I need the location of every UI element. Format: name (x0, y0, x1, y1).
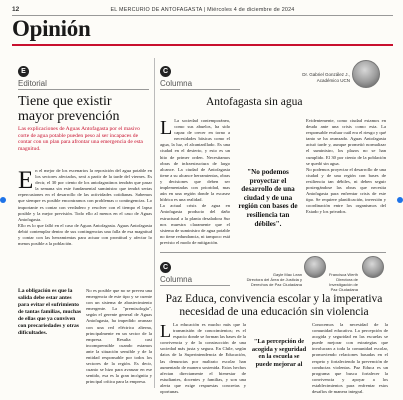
column-top-body-1 (160, 118, 230, 248)
section-rule (12, 44, 393, 46)
column-bottom-dropcap: L (160, 321, 171, 341)
column-bottom-author-2 (322, 272, 358, 292)
editorial-badge: E (18, 66, 29, 77)
editorial-body-3: No es posible que no se prevea una emergencia de este tipo y se cuente con un sistema de abastecimiento emergente. La "premisología", según el gerente general de Aguas Antofagasta, ha impedido avanzar con una red eléctrica alterna, principalmente en un sector de la empresa. Resulta casi incomprensible cuando estamos ante la situación sensible y de la entidad responsable por todos los sectores de la región. Es decir, cuanto se hizo para avanzar en ese sentido, esa es la gran incógnita y principal crítica para la empresa. (86, 288, 152, 385)
column-bottom-kicker-rule (160, 285, 230, 286)
column-top-dropcap: L (160, 117, 173, 139)
column-bottom-author-1 (232, 272, 302, 287)
column-top-pull-quote: "No podemos proyectar el desarrollo de una ciudad y de una región con bases de resiliencia tan débiles". (238, 168, 298, 228)
column-bottom-author2-role: Directora de Investigación de Paz Ciudadana (329, 277, 358, 292)
column-section-divider (160, 252, 386, 253)
editorial-pull-quote: La obligación es que la salida debe estar antes para evitar el sufrimiento de tantas familias, muchas de ellas que ya conviven con precariedades y otras dificultades. (18, 288, 82, 336)
masthead-text: EL MERCURIO DE ANTOFAGASTA | Miércoles 4 de diciembre de 2024 (110, 7, 295, 13)
column-top-author (270, 72, 350, 83)
column-top-body-3-text: Evidentemente, como ciudad estamos en deuda ante una crisis como esta. La responsable evaluar cuál era el riesgo y qué tanto se ha avanzado. Aguas Antofagasta actuó tarde y, aunque prometió normalizar el suministro, los plazos no se han cumplido. El 30 por ciento de la población se quedó sin agua. (306, 118, 386, 166)
column-bottom-body-1-text: La educación es mucho más que la transmisión de conocimientos; es el espacio donde se forman las bases de la convivencia y de la construcción de una sociedad más justa y segura. En Chile, según datos de la Superintendencia de Educación, las denuncias por maltrato escolar han aumentado de manera sostenida. Estos hechos afectan directamente el bienestar de estudiantes, docentes y familias, y son una alerta que exige respuestas concretas y oportunas. (160, 322, 246, 395)
column-top-kicker-rule (160, 89, 240, 90)
editorial-headline: Tiene que existir mayor prevención (18, 94, 120, 124)
column-bottom-body-1 (160, 322, 246, 400)
left-resize-handle[interactable] (0, 197, 6, 203)
column-top-author-role: Académico UCN (316, 77, 350, 83)
column-top-body-2-text: La actual crisis de agua en Antofagasta producto del daño estructural a la planta desaladora Sur nos muestra claramente que el sistema de suministro de agua potable no tiene redundancia, ni tampoco está previsto el modo de mitigación. (160, 203, 230, 245)
page-number: 12 (12, 6, 20, 13)
column-bottom-author2-name: Francisca Werth (328, 272, 358, 277)
column-bottom-author1-role: Directora del Área de Justicia y Derechos de Paz Ciudadana (246, 277, 302, 287)
editorial-dropcap: E (18, 167, 34, 194)
section-title: Opinión (12, 16, 91, 41)
column-top-author-name: Dr. Gabriel González J., (302, 72, 350, 77)
column-bottom-body-2: Conocemos la necesidad de la comunidad educativa. La percepción de acogida y seguridad en las escuelas se puede mejorar con estrategias que involucran a toda la comunidad escolar, promoviendo relaciones basadas en el respeto y fortaleciendo la prevención de conductas violentas. Paz Educa es un programa que busca fortalecer la convivencia y apoyar a los establecimientos para enfrentar estos desafíos de manera integral. (312, 322, 388, 395)
editorial-body-2-text: Ello es lo que falló en el caso de Aguas Antofagasta. Aguas Antofagasta debió contemplar dentro de sus contingencias una falla de esa magnitud y contar con las herramientas para actuar con prontitud y afectar lo menos posible a la población. (18, 222, 152, 247)
column-top-body-4-text: No podemos proyectar el desarrollo de una ciudad y de una región con bases de resiliencia tan débiles, ni deben seguir postergándose las obras que necesita Antofagasta para enfrentar crisis de este tipo. Se requiere planificación, inversión y coordinación entre los organismos del Estado y los privados. (306, 166, 386, 215)
column-divider-vertical (154, 58, 155, 388)
column-bottom-badge: C (160, 262, 171, 273)
editorial-deck: Las explicaciones de Aguas Antofagasta por el masivo corte de agua potable pueden peso al ser incapaces de contar con un plan para afrontar una emergencia de esta magnitud. (18, 126, 143, 152)
column-bottom-pull-quote: "La percepción de acogida y seguridad en la escuela se puede mejorar al (251, 338, 307, 368)
editorial-kicker: Editorial (18, 79, 47, 88)
column-bottom-headline: Paz Educa, convivencia escolar y la imperativa necesidad de una educación sin violencia (165, 293, 383, 318)
column-top-body-3 (306, 118, 386, 248)
column-bottom-author1-name: Gayle Mac Lean (272, 272, 302, 277)
editorial-body-1 (18, 168, 152, 284)
right-resize-handle[interactable] (397, 197, 403, 203)
column-top-kicker: Columna (160, 79, 193, 88)
column-bottom-author2-avatar (362, 256, 384, 278)
column-top-badge: C (160, 66, 171, 77)
editorial-body-1-text: n el mejor de los escenarios la reposición del agua potable en los sectores afectados, será a partir de la tarde del viernes. Es decir, el 30 por ciento de los antofagastinos tendrán que pasar la semana sin este fundamental suministro que tendrá serias repercusiones en el desarrollo de las actividades cotidianas. Sabemos que siempre es posible encontrarnos con problemas o contingencias. Lo importante es contar con verdadero y resolver con el tiempo el lapso posible y la mejor previsión. Todo ello al menos en el caso de Aguas Antofagasta. (18, 168, 152, 222)
editorial-kicker-rule (18, 89, 149, 90)
column-top-body-1-text: La sociedad contemporánea, como sus abuelos, ha sido capaz de crecer en torno a necesidades básicas como el agua, la luz, el alcantarillado. Es una ciudad en el desierto, y esto es un hito de primer orden. Necesitamos obras de infraestructura de largo alcance. La ciudad de Antofagasta tiene a su alcance herramientas, obras y decisiones que deben ser implementadas con prioridad, mas aún en una región donde la escasez hídrica es una realidad. (160, 118, 230, 203)
column-bottom-kicker: Columna (160, 275, 193, 284)
column-top-author-avatar (352, 60, 380, 88)
page-header-bar (12, 6, 393, 16)
column-top-headline: Antofagasta sin agua (206, 96, 303, 108)
